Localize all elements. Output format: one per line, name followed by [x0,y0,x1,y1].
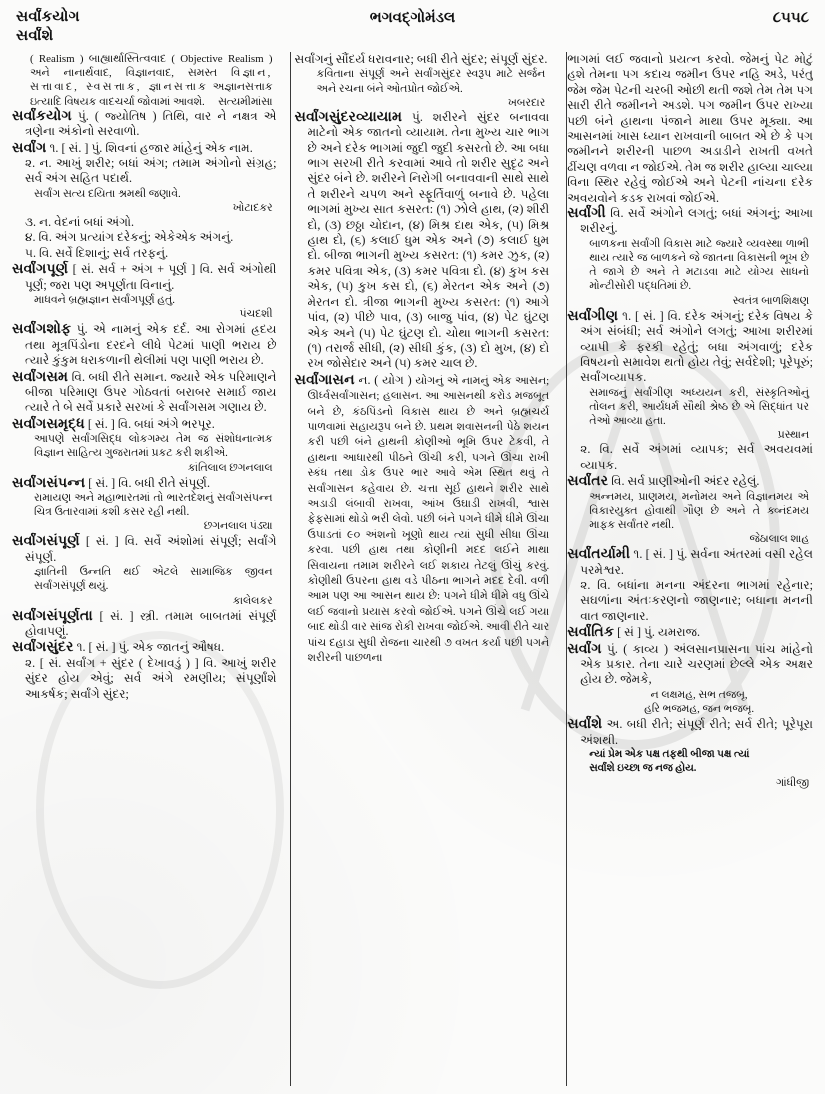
headword[interactable]: સર્વાંગસંપન્ન [12,474,86,491]
definition: શિવનાં હજાર માંહેનું એક નામ. [105,140,253,155]
entry-main [567,474,813,489]
etymology: [ સં. ] [635,308,664,323]
cont-text: સર્વાંગનું સૌંદર્ય ધરાવનાર; બધી રીતે સુંદર; સંપૂર્ણ સુંદર. [294,52,548,66]
etymology: [ સં. ] [99,608,134,623]
column-3 [558,52,813,1090]
dictionary-entry[interactable] [567,474,813,546]
definition: તમામ બાબતમાં સંપૂર્ણ હોવાપણું. [25,608,277,638]
definition: યોગનું એ નામનું એક આસન; ઊર્ધ્વસર્વાંગાસન; હલાસન. આ આસનથી કરોડ મજબૂત બને છે, કંઠપિંડનો વિકાસ થાય છે અને બ્રહ્મચર્ય પાળવામાં સહાયરૂપ બને છે. પ્રથમ શવાસનની પેઠે શયન કરી પછી બંને હાથની કોણીઓ ભૂમિ ઉપર ટેકવી, તે હાથના આધારથી પીઠને ઊંચી કરી, પગને ઊંચા રાખી સ્કંધ તથા ડોક ઉપર ભાર આવે એમ સ્થિત થવું તે સર્વાંગાસન કહેવાય છે. ચત્તા સૂર્ઇ હાથને શરીર સાથે અડાડી લંબાવી રાખવા, આંખ ઉઘાડી રાખવી, શ્વાસ ફેફસામાં થોડો ભરી લેવો. પછી બંને પગને ધીમે ધીમે ઊંચા ઉપાડતાં ૯૦ અંશનો ખૂણો થાય ત્યાં સુધી સીધા ઊંચા કરવા. પછી હાથ તથા કોણીની મદદ લઈને માથા સિવાયના તમામ શરીરને લઈ શકાય તેટલું ઊંચું કરવું. કોણીથી ઉપરના હાથ વડે પીઠના ભાગને મદદ દેવી. વળી આમ પણ આ આસન થાય છે: પગને ધીમે ધીમે વધુ ઊંચે લઈ જવાનો પ્રયાસ કરવો જોઈએ. પગને ઊંચે લઈ ગયા બાદ થોડી વાર સાંજ રોકી રાખવા જોઈએ. આવી રીતે ચાર પાંચ દહાડા સુધી રોજના ચારથી ૭ વખત કર્યા પછી પગને શરીરની પાછળના [307,374,550,665]
dictionary-entry[interactable] [12,640,277,702]
dictionary-entry[interactable] [12,109,277,140]
definition: ( જ્યોતિષ ) તિથિ, વાર ને નક્ષત્ર એ ત્રણેના અંકોનો સરવાળો. [25,108,277,139]
grammar-tag: પું. [77,108,89,123]
entry-main [12,417,277,432]
usage-quote: સમાજનું સર્વાંગીણ અધ્યયન કરી, સંસ્કૃતિઓનું તોલન કરી, આર્યધર્મ સૌથી શ્રેષ્ઠ છે એ સિદ્ધાંત પર તેઓ આવ્યા હતા. [589,386,809,428]
etymology: [ સં. ] [85,534,119,549]
definition: બધી રીતે; સંપૂર્ણ રીતે; સર્વ રીતે; પૂરેપૂરા અંશથી. [580,717,813,747]
usage-quote: કવિતાના સંપૂર્ણ અને સર્વાંગસુંદર સ્વરૂપ માટે સર્જન અને રચના બંને ઓતપ્રોત જોઈએ. [316,68,546,95]
grammar-tag: વિ. [117,416,132,431]
headword[interactable]: સર્વાંગી [567,205,606,222]
entry-main [567,547,813,578]
definition: યમરાજ. [657,625,701,640]
usage-quote: જ્ઞાતિની ઉન્નતિ થઈ એટલે સામાજિક જીવન સર્વાંગસંપૂર્ણ થયું. [34,566,273,593]
grammar-tag: ન. [358,372,371,387]
dictionary-entry[interactable] [567,642,813,717]
grammar-tag: પું. [644,625,655,640]
headword[interactable]: સર્વાંતર [567,473,609,490]
headword[interactable]: સર્વાંગીણ [567,307,619,324]
dictionary-entry[interactable] [12,476,277,534]
book-title: ભગવદ્ગોમંડલ [369,10,456,26]
sense: ૨. ન. આખું શરીર; બધાં અંગ; તમામ અંગોનો સંગ્રહ; સર્વ અંગ સહિત પદાર્થ. [25,156,277,186]
headword[interactable]: સર્વાંશે [567,716,603,733]
sense: ૪. વિ. અંગ પ્રત્યાંગ દરેકનું; એકેએક અંગનું. [25,230,234,245]
headword[interactable]: સર્વાંગસમ [12,368,69,385]
grammar-tag: વિ. [71,369,85,384]
citation: સ્વતંત્ર બાળશિક્ષણ [732,294,809,307]
usage-quote: બાળકના સર્વાંગી વિકાસ માટે જ્યારે વ્યવસ્થા ળાભી થાય ત્યારે જ બાળકને જે જાતના વિકાસની ભૂખ છે તે જાગે છે અને તે મટાડવા માટે યોગ્ય સાધનો મોન્ટીસોરી પદ્ધતિમાં છે. [589,237,809,293]
entry-main [295,373,550,666]
entry-main [12,640,277,655]
usage-quote: સર્વાંગ સત્ય દયિતા શ્રમથી જણાવે. [34,187,181,200]
verse-line: હરિ ભજમહ, જન ભજબૃ. [644,703,755,716]
grammar-tag: પું. [607,641,618,656]
sense-number: ૧. [76,640,86,655]
grammar-tag: પું. [76,322,88,337]
entry-main [12,370,277,416]
column-1 [12,52,286,1090]
dictionary-entry[interactable] [567,625,813,640]
continued-block [12,52,277,109]
entry-main [12,476,277,491]
definition: સર્વે અંશોમાં સંપૂર્ણ; સર્વાંગે સંપૂર્ણ. [25,534,277,564]
sense-number: ૧. [633,547,643,562]
cont-line-3: વિજ્ઞાન, સત્તાવાદ, સ્વસત્તાક, જ્ઞાનસત્તાક [30,67,273,94]
citation: પંચદશી [239,308,273,321]
entry-main [12,141,277,156]
usage-quote: આપણે સર્વાંગસિદ્ધ લોકગમ્ય તેમ જ સંશોધનાત્મક વિજ્ઞાન સાહિત્ય ગુજરાતમાં પ્રકટ કરી શકીએ. [34,433,273,460]
headword[interactable]: સર્વાંતર્યામી [567,546,631,563]
entry-main [567,642,813,688]
grammar-tag: પું. [91,140,103,155]
cont-line-2: Realism ) અને નાનાર્થવાદ, વિજ્ઞાનવાદ, સમસ્ત [30,53,273,80]
definition: એ નામનું એક દર્દ. આ રોગમાં હ્રદય તથા મૂત્રપિંડોના દરદને લીધે પેટમાં પાણી ભરાય છે ત્યારે કુંકુમ ધરાકળાની થેલીમાં પણ પાણી ભરાય છે. [25,322,277,368]
etymology: [ સં. ] [61,140,89,155]
continued-block [567,52,813,206]
entry-main [567,206,813,237]
citation: છગનલાલ પંડ્યા [203,520,273,533]
grammar-tag: પું. [118,640,130,655]
etymology: [ સં. ] [88,475,116,490]
usage-quote: માધવને બ્રહ્મજ્ઞાન સર્વાંગપૂર્ણ હતું. [34,294,175,307]
headword[interactable]: સર્વાંગશોફ [12,321,72,338]
usage-quote: રામાયણ અને મહાભારતમાં તો ભારતદેશનું સર્વાંગસંપન્ન ચિત્ર ઉતારવામાં કશી કસર રહી નથી. [34,491,273,519]
citation: કાંતિલાલ છગનલાલ [187,461,273,474]
etymology: [ સં. ] [88,640,116,655]
headword[interactable]: સર્વાંગાસન [294,371,355,388]
dictionary-entry[interactable] [567,206,813,308]
cont-line-5: આવશે. [173,95,205,108]
sense: ૨. [ સં. સર્વાંગ + સુંદર ( દેખાવડું ) ] વિ. આખું શરીર સુંદર હોય એવું; સર્વ અંગે રમણીય; સંપૂર્ણાંશે આકર્ષક; સર્વાંગે સુંદર; [25,655,277,701]
field-label: ( કાવ્ય ) [623,641,669,656]
definition: બધી રીતે સંપૂર્ણ. [134,475,210,490]
sense: ૩. ન. વેદનાં બધાં અંગો. [25,215,135,230]
grammar-tag: અ. [606,717,623,732]
headword[interactable]: સર્વાંગ [12,139,47,156]
dictionary-entry[interactable] [295,110,550,372]
entry-main [12,322,277,368]
entry-main [12,262,277,293]
guideword-last: સર્વાંશે [16,28,54,44]
entry-main [295,110,550,372]
citation: ખોટાદકર [232,202,273,215]
grammar-tag: વિ. [610,206,624,221]
usage-quote: અન્નમય, પ્રાણમય, મનોમય અને વિજ્ઞાનમય એ વિકારયુક્ત હોવાથી ગૌણ છે અને તે ક્વ્નંદમય માફક સર્વાંતર નથી. [589,490,809,531]
verse-line: ન્યાં પ્રેમ એક પક્ષ તફથી બીજા પક્ષ ત્યાં [589,749,750,761]
definition: સર્વ પ્રાણીઓની અંદર રહેલું. [627,474,760,489]
page-header [16,8,809,52]
verse-line: સર્વાંશે ઇચ્છા જ નજ હોય. [589,763,697,775]
field-label: ( યોગ ) [374,372,412,387]
grammar-tag: વિ. [199,262,214,277]
headword[interactable]: સર્વાંકયોગ [12,107,72,124]
etymology: [ સં. ] [87,416,115,431]
definition: સર્વ અંગોથી પૂર્ણ; જરા પણ અપૂર્ણતા વિનાનું. [25,262,277,292]
cont-text: ભાગમાં લઈ જવાનો પ્રયત્ન કરવો. જેમનું પેટ મોટું હશે તેમના પગ કદાચ જમીન ઉપર નહિ અડે, પરંતુ જેમ જેમ પેટની ચરબી ઓછી થતી જશે તેમ તેમ પગ સારી રીતે જમીનને અડશે. પગ જમીન ઉપર રાખ્યા પછી બંને હાથના પંજાને માથા ઉપર મૂક્યા. આ આસનમાં ખાસ ધ્યાન રાખવાની બાબત એ છે કે પગ જમીનને શરીરની પાછળ અડાડીને રાખતી વખતે ઢીંચણ વળવા ન જોઈએ. તેમ જ શરીર હાલ્યા ચાલ્યા વિના સ્થિર રહેવું જોઈએ અને પેટની નાંચના દરેક અવયવોને કડક રાખવાં જોઈએ. [567,52,813,205]
entry-main [12,109,277,140]
column-2 [286,52,559,1090]
entry-main [12,609,277,640]
headword[interactable]: સર્વાંગસુંદર [12,639,74,656]
citation: જેઠાલાલ શાહ [749,533,809,546]
headword[interactable]: સર્વાંગસંપૂર્ણતા [12,607,93,624]
headword[interactable]: સર્વાંગ [567,640,602,657]
definition: બધાં અંગે ભરપૂર. [134,416,215,431]
definition: બધી રીતે સમાન. જ્યારે એક પરિમાણને બીજા પરિમાણ ઉપર ગોઠવતાં બરાબર સમાર્ઇ જાય ત્યારે તે બે સર્વે પ્રકારે સરખાં કે સર્વાંગસમ ગણાય છે. [25,369,277,415]
headword[interactable]: સર્વાંગપૂર્ણ [12,261,69,278]
citation: કાલેલકર [232,594,273,607]
sense: ૨. વિ. બધાંના મનના અંદરના ભાગમાં રહેનાર; સઘળાંના અંતઃકરણનો જાણનાર; બધાના મનની વાત જાણનાર. [580,577,813,623]
verse-line: ન લક્ષમહ, સભ તજબૃ, [650,688,748,701]
continued-block [295,52,550,110]
dictionary-entry[interactable] [12,141,277,262]
dictionary-entry[interactable] [12,262,277,321]
dictionary-entry[interactable] [567,717,813,790]
grammar-tag: વિ. [118,475,132,490]
entry-main [12,534,277,565]
grammar-tag: વિ. [124,534,138,549]
citation: ખબરદાર [507,96,546,109]
sense-number: ૧. [49,140,59,155]
definition: દરેક અંગનું; દરેક વિષય કે અંગ સંબંધી; સર્વ અંગોને લગતું; આખા શરીરમાં વ્યાપી કે ફરકી રહેતું; બધા અંગવાળું; દરેક વિષયનો સમાવેશ થતો હોય તેવું; સર્વદેશી; પૂરેપૂરું; સર્વાંગવ્યાપક. [580,308,813,385]
etymology: [ સં. સર્વ + અંગ + પૂર્ણ ] [72,262,196,277]
citation: સત્યમીમાંસા [218,95,273,108]
etymology: [ સં. ] [645,547,674,562]
dictionary-entry[interactable] [567,309,813,473]
definition: અંલસાનપ્રાસના પાંચ માંહેનો એક પ્રકાર. તેના ચારે ચરણમાં છેલ્લે એક અક્ષર હોય છે. જેમકે, [580,641,813,687]
grammar-tag: પું. [676,547,688,562]
dictionary-entry[interactable] [12,609,277,640]
entry-main [567,717,813,748]
sense: ૨. વિ. સર્વે અંગમાં વ્યાપક; સર્વ અવયવમાં વ્યાપક. [580,442,813,472]
grammar-tag: પું. [411,109,423,124]
dictionary-entry[interactable] [295,373,550,666]
dictionary-entry[interactable] [12,322,277,368]
definition: શરીરને સુંદર બનાવવા માટેનો એક જાતનો વ્યાયામ. તેના મુખ્ય ચાર ભાગ છે અને દરેક ભાગમાં જુદી જુદી કસરતો છે. આ બધા ભાગ સરખી રીતે કરવામાં આવે તો શરીર સુદૃઢ અને સુંદર બંને છે. શરીરને નિરોગી બનાવવાની સાથે સાથે તે શરીરને ચપળ અને સ્ફૂર્તિવાળું બનાવે છે. પહેલા ભાગમાં મુખ્ય સાત કસરત: (૧) ઝોલે હાથ, (૨) શીરી દો, (૩) છઠ્ઠા ચોદાન, (૪) મિશ્ર દાથ એક, (૫) મિશ્ર હાથ દો, (૬) કલાઈ ધુમ એક અને (૭) કલાઈ ધુમ દો. બીજા ભાગની મુખ્ય કસરત: (૧) કમર ઝુક, (૨) કમર પવિત્રા એક, (૩) કમર પવિત્રા દો. (૪) કુખ કસ એક, (૫) કુખ કસ દો, (૬) મેરતન એક અને (૭) મેરતન દો. ત્રીજા ભાગની મુખ્ય કસરત: (૧) આગે પાંવ, (૨) પીછે પાવ, (૩) બાજુ પાંવ, (૪) પેટ ઘુંટણ એક અને (૫) પેટ ઘુંટણ દો. ચોથા ભાગની કસરત: (૧) તરાર્જ સીધી, (૨) સીધી કુંક, (૩) દો મુખ, (૪) દો રખ જોસેદાર અને (૫) કમર ચાલ છે. [307,109,550,371]
entry-main [567,625,813,640]
page-number: ૮૫૫૮ [772,10,809,26]
definition: સર્વના અંતરમાં વસી રહેલ પરમેશ્વર. [580,547,813,577]
etymology: [ સં ] [617,625,641,640]
text-columns [12,52,813,1090]
citation: ગાંધીજી [776,777,809,790]
grammar-tag: વિ. [667,308,681,323]
citation: પ્રસ્થાન [777,429,809,442]
grammar-tag: વિ. [611,474,625,489]
entry-main [567,309,813,386]
definition: સર્વે અંગોને લગતું; બધાં અંગનું; આખા શરીરનું. [580,206,813,236]
sense-number: ૧. [622,308,632,323]
dictionary-entry[interactable] [12,417,277,475]
headword[interactable]: સર્વાંતિક [567,624,615,641]
cont-line-4: અજ્ઞાનસત્તાક ઇત્યાદિ વિષયક વાદચર્ચા જોવામાં [30,81,273,108]
grammar-tag: સ્ત્રી. [140,608,159,623]
headword[interactable]: સર્વાંગસમૃદ્ધ [12,415,85,432]
definition: એક જાતનું ઔષધ. [132,640,225,655]
dictionary-entry[interactable] [12,370,277,416]
guideword-first: સર્વાંકયોગ [16,9,80,25]
cont-line-1: ( Realism ) બાહ્યાર્થાસ્તિત્વવાદ ( Objective [30,53,223,65]
headword[interactable]: સર્વાંગસુંદરવ્યાયામ [294,108,403,125]
sense: ૫. વિ. સર્વે દિશાનું; સર્વ તરફનું. [25,245,169,260]
dictionary-entry[interactable] [12,534,277,607]
dictionary-entry[interactable] [567,547,813,624]
headword[interactable]: સર્વાંગસંપૂર્ણ [12,533,80,550]
